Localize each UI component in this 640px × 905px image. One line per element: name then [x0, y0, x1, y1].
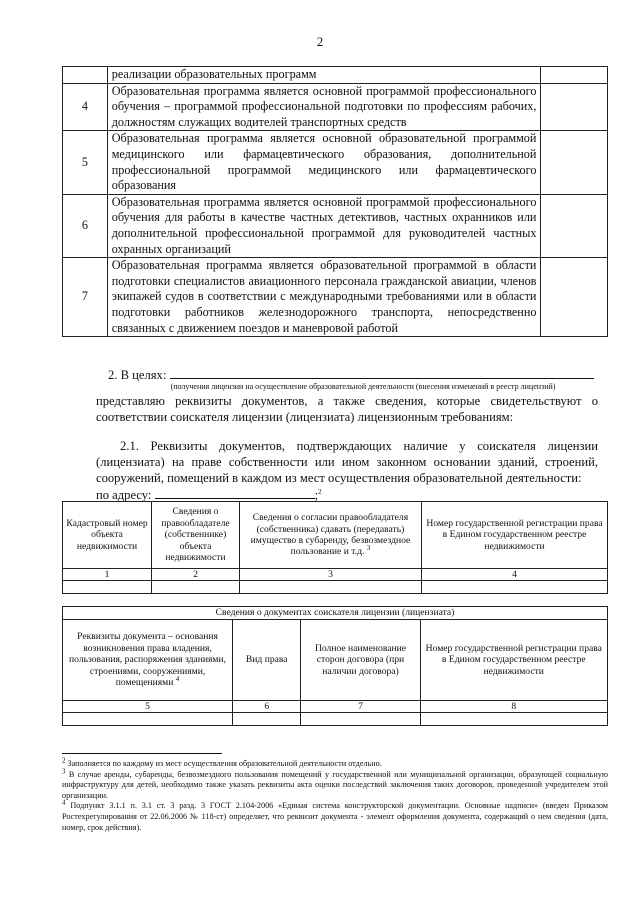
address-suffix: ;	[314, 488, 319, 502]
row-text: Образовательная программа является основной программой профессионального обучения – программой профессиональной подготовки по профессиям рабочих, должностям служащих водителей транспортных средств	[107, 83, 541, 131]
table-header-row	[63, 620, 608, 701]
empty-cell[interactable]	[152, 581, 240, 594]
purpose-label: 2. В целях:	[108, 368, 167, 382]
section21-text: 2.1. Реквизиты документов, подтверждающих наличие у соискателя лицензии (лицензиата) на праве собственности или ином законном основании зданий, строений, сооружений, помещений в каждом из мест осуществления образовательной деятельности:	[96, 439, 598, 485]
header-owner-consent: Сведения о согласии правообладателя (собственника) сдавать (передавать) имущество в субаренду, безвозмездное пользование и т.д. $^3$	[239, 502, 421, 569]
table-row	[63, 713, 608, 726]
section2-text: представляю реквизиты документов, а также сведения, которые свидетельствуют о соответствии соискателя лицензии (лицензиата) лицензионным требованиям:	[96, 394, 598, 424]
empty-cell[interactable]	[63, 581, 152, 594]
address-input-line[interactable]	[155, 486, 315, 499]
header-right-type: Вид права	[233, 620, 301, 701]
footnote-ref-4: 4	[175, 674, 180, 683]
empty-cell[interactable]	[63, 713, 233, 726]
documents-table	[62, 606, 608, 726]
education-program-table	[62, 66, 608, 337]
row-number: 6	[63, 194, 108, 257]
header-contract-parties: Полное наименование сторон договора (при наличии договора)	[301, 620, 420, 701]
table-row	[63, 581, 608, 594]
footnote-2: $^2$ Заполняется по каждому из мест осуществления образовательной деятельности отдельно.	[62, 756, 382, 768]
column-number: 7	[301, 701, 420, 713]
table-row	[63, 67, 608, 84]
documents-table-title: Сведения о документах соискателя лицензии (лицензиата)	[63, 607, 608, 620]
footnote-3: $^3$ В случае аренды, субаренды, безвозмездного пользования помещений у государственной или муниципальной организации, образующей социальную инфраструктуру для детей, необходимо также указать реквизиты акта оценки последствий заключения таких договоров, проведенной учредителем этой организации.	[62, 766, 608, 800]
table-row	[63, 83, 608, 131]
table-row	[63, 131, 608, 194]
empty-cell[interactable]	[422, 581, 608, 594]
header-owner-info: Сведения о правообладателе (собственнике) объекта недвижимости	[152, 502, 240, 569]
row-mark-cell	[541, 258, 608, 337]
footnotes	[62, 756, 608, 833]
footnote-4: $^4$ Подпункт 3.1.1 п. 3.1 ст. 3 разд. 3 ГОСТ 2.104-2006 «Единая система конструкторской документации. Основные надписи» (введен Приказом Ростехрегулирования от 22.06.2006 № 118-ст) определяет, что реквизит документа - элемент оформления документа, содержащий о нем сведения (дата, номер, срок действия).	[62, 798, 608, 832]
column-number: 1	[63, 569, 152, 581]
property-table	[62, 501, 608, 594]
row-number: 4	[63, 83, 108, 131]
purpose-caption: (получения лицензии на осуществление образовательной деятельности (внесения изменений в реестр лицензий)	[170, 382, 556, 391]
row-text: реализации образовательных программ	[107, 67, 541, 84]
footnote-separator	[62, 753, 222, 754]
column-number: 6	[233, 701, 301, 713]
row-mark-cell	[541, 194, 608, 257]
row-text: Образовательная программа является основной образовательной программой медицинского или фармацевтического образования, дополнительной профессиональной программой медицинского или фармацевтического образования	[107, 131, 541, 194]
purpose-input-line[interactable]	[170, 366, 594, 379]
table-header-row	[63, 502, 608, 569]
header-registration-number: Номер государственной регистрации права в Едином государственном реестре недвижимости	[420, 620, 607, 701]
header-registration-number: Номер государственной регистрации права в Едином государственном реестре недвижимости	[422, 502, 608, 569]
table-number-row	[63, 701, 608, 713]
row-number	[63, 67, 108, 84]
row-mark-cell	[541, 67, 608, 84]
header-document-details: Реквизиты документа – основания возникновения права владения, пользования, распоряжения зданиями, строениями, сооружениями, помещениями $^4$	[63, 620, 233, 701]
page-number: 2	[316, 34, 324, 49]
footnote-ref-3: 3	[366, 544, 371, 553]
table-number-row	[63, 569, 608, 581]
empty-cell[interactable]	[239, 581, 421, 594]
empty-cell[interactable]	[233, 713, 301, 726]
purpose-line	[108, 366, 608, 383]
column-number: 2	[152, 569, 240, 581]
column-number: 4	[422, 569, 608, 581]
address-label: по адресу:	[96, 488, 152, 502]
footnote-ref-2: 2	[318, 487, 322, 496]
row-number: 7	[63, 258, 108, 337]
column-number: 3	[239, 569, 421, 581]
empty-cell[interactable]	[301, 713, 420, 726]
table-row	[63, 258, 608, 337]
row-mark-cell	[541, 83, 608, 131]
row-text: Образовательная программа является основной программой профессионального обучения для работы в качестве частных детективов, частных охранников или дополнительной профессиональной программой для руководителей частных охранных организаций	[107, 194, 541, 257]
table-title-row	[63, 607, 608, 620]
column-number: 5	[63, 701, 233, 713]
row-number: 5	[63, 131, 108, 194]
row-text: Образовательная программа является образовательной программой в области подготовки специалистов авиационного персонала гражданской авиации, членов экипажей судов в соответствии с международными требованиями или в области подготовки работников железнодорожного транспорта, непосредственно связанных с движением поездов и маневровой работой	[107, 258, 541, 337]
column-number: 8	[420, 701, 607, 713]
empty-cell[interactable]	[420, 713, 607, 726]
header-cadastral-number: Кадастровый номер объекта недвижимости	[63, 502, 152, 569]
table-row	[63, 194, 608, 257]
row-mark-cell	[541, 131, 608, 194]
